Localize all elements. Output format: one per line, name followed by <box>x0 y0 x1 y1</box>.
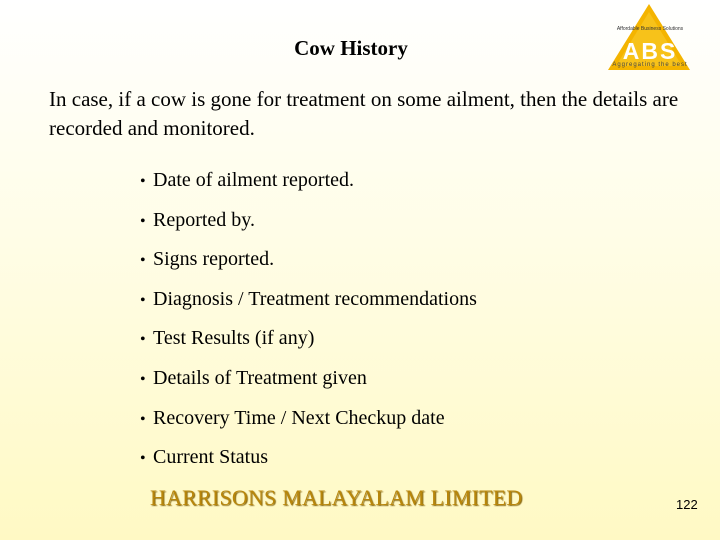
logo-text: ABS <box>622 38 678 64</box>
bullet-icon: • <box>140 450 146 468</box>
bullet-icon: • <box>140 212 146 230</box>
list-item-text: Reported by. <box>153 208 256 231</box>
list-item-text: Test Results (if any) <box>153 327 315 350</box>
logo-subtext: Aggregating the best <box>612 62 688 68</box>
list-item <box>140 443 477 483</box>
bullet-list <box>140 166 477 483</box>
intro-paragraph: In case, if a cow is gone for treatment on some ailment, then the details are recorded and monitored. <box>49 87 679 140</box>
list-item-text: Details of Treatment given <box>153 366 367 389</box>
logo-tagline: Affordable Business Solutions <box>616 26 684 32</box>
bullet-icon: • <box>140 252 146 270</box>
list-item-text: Recovery Time / Next Checkup date <box>153 406 445 429</box>
list-item <box>140 206 477 246</box>
slide-title: Cow History <box>294 36 408 60</box>
list-item <box>140 245 477 285</box>
list-item <box>140 166 477 206</box>
list-item <box>140 404 477 444</box>
list-item-text: Date of ailment reported. <box>153 169 355 191</box>
bullet-icon: • <box>140 173 146 190</box>
bullet-icon: • <box>140 291 146 309</box>
list-item-text: Current Status <box>153 446 268 469</box>
page-number: 122 <box>676 497 698 512</box>
list-item-text: Signs reported. <box>153 248 275 271</box>
bullet-icon: • <box>140 370 146 388</box>
list-item <box>140 324 477 364</box>
bullet-icon: • <box>140 410 146 428</box>
bullet-icon: • <box>140 331 146 349</box>
list-item <box>140 285 477 325</box>
footer-company-name: HARRISONS MALAYALAM LIMITED <box>150 485 523 510</box>
list-item-text: Diagnosis / Treatment recommendations <box>153 287 477 310</box>
list-item <box>140 364 477 404</box>
